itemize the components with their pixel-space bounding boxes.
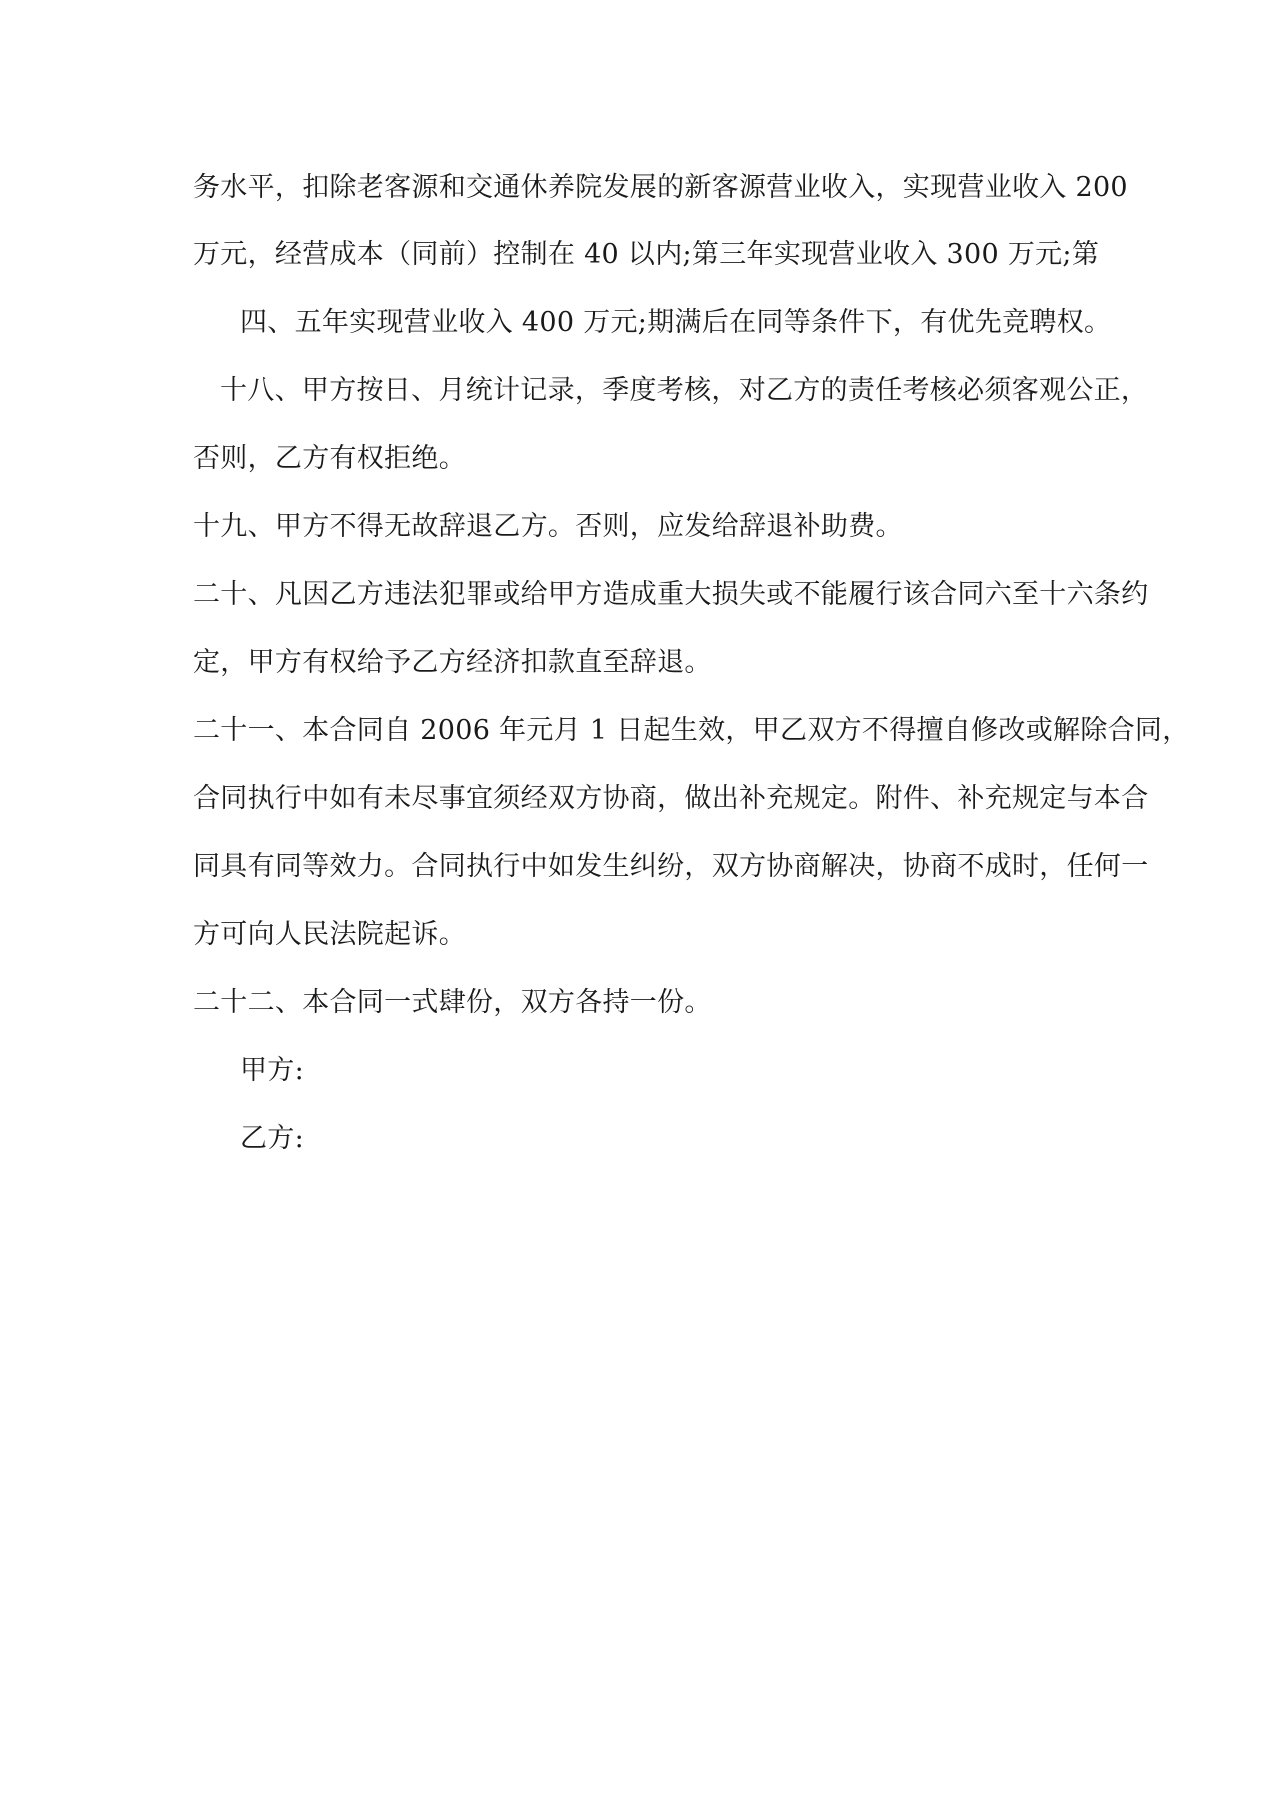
- clause-20-line-2: 定，甲方有权给予乙方经济扣款直至辞退。: [193, 647, 712, 678]
- clause-21-line-4: 方可向人民法院起诉。: [193, 919, 466, 950]
- clause-22: 二十二、本合同一式肆份，双方各持一份。: [193, 987, 712, 1018]
- clause-20-line-1: 二十、凡因乙方违法犯罪或给甲方造成重大损失或不能履行该合同六至十六条约: [193, 579, 1149, 610]
- clause-19: 十九、甲方不得无故辞退乙方。否则，应发给辞退补助费。: [193, 511, 903, 542]
- clause-21-line-1: 二十一、本合同自 2006 年元月 1 日起生效，甲乙双方不得擅自修改或解除合同，: [193, 715, 1190, 746]
- party-a-signature-label: 甲方:: [240, 1055, 304, 1086]
- clause-18-line-2: 否则，乙方有权拒绝。: [193, 443, 466, 474]
- clause-21-line-2: 合同执行中如有未尽事宜须经双方协商，做出补充规定。附件、补充规定与本合: [193, 783, 1149, 814]
- text-line-1: 务水平，扣除老客源和交通休养院发展的新客源营业收入，实现营业收入 200: [193, 172, 1128, 203]
- party-b-signature-label: 乙方:: [240, 1123, 304, 1154]
- clause-21-line-3: 同具有同等效力。合同执行中如发生纠纷，双方协商解决，协商不成时，任何一: [193, 851, 1149, 882]
- text-line-2: 万元，经营成本（同前）控制在 40 以内;第三年实现营业收入 300 万元;第: [193, 239, 1100, 270]
- clause-18-line-1: 十八、甲方按日、月统计记录，季度考核，对乙方的责任考核必须客观公正，: [220, 375, 1149, 406]
- text-line-3: 四、五年实现营业收入 400 万元;期满后在同等条件下，有优先竞聘权。: [240, 307, 1112, 338]
